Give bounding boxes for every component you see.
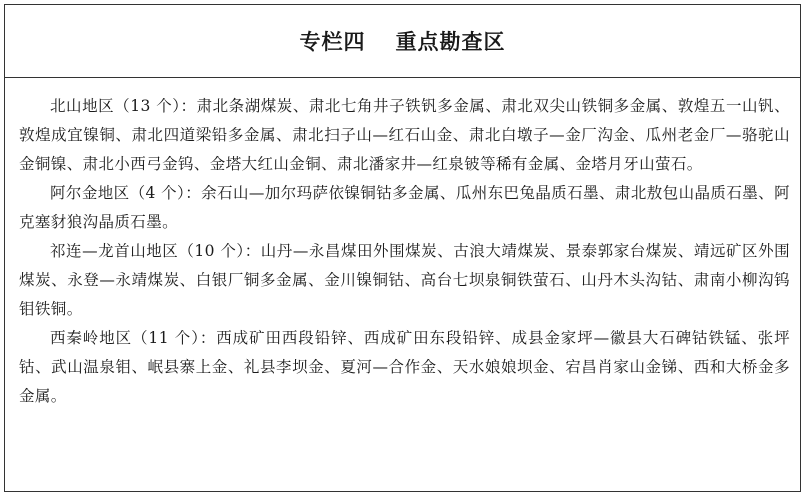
paragraph-beishan bbox=[19, 92, 790, 179]
feature-box bbox=[4, 4, 801, 492]
box-title bbox=[5, 5, 800, 78]
box-title-label: 专栏四 bbox=[299, 30, 366, 54]
region-name: 西秦岭地区 bbox=[50, 329, 133, 347]
box-content bbox=[5, 78, 800, 411]
region-sites: 西成矿田西段铅锌、西成矿田东段铅锌、成县金家坪—徽县大石碑钴铁锰、张坪钴、武山温泉钼、岷县寨上金、礼县李坝金、夏河—合作金、天水娘娘坝金、宕昌肖家山金锑、西和大桥金多金属。 bbox=[19, 329, 790, 405]
box-title-text: 重点勘查区 bbox=[395, 30, 506, 54]
region-count: （10 个）： bbox=[178, 242, 261, 260]
paragraph-xiqinling bbox=[19, 324, 790, 411]
region-sites: 山丹—永昌煤田外围煤炭、古浪大靖煤炭、景泰郭家台煤炭、靖远矿区外围煤炭、永登—永靖煤炭、白银厂铜多金属、金川镍铜钴、高台七坝泉铜铁萤石、山丹木头沟钴、肃南小柳沟钨钼铁铜。 bbox=[19, 242, 791, 318]
region-sites: 余石山—加尔玛萨依镍铜钴多金属、瓜州东巴兔晶质石墨、肃北敖包山晶质石墨、阿克塞豺狼沟晶质石墨。 bbox=[19, 184, 790, 231]
region-name: 阿尔金地区 bbox=[50, 184, 130, 202]
paragraph-aerjin bbox=[19, 179, 790, 237]
region-count: （4 个）： bbox=[129, 184, 202, 202]
region-count: （13 个）： bbox=[114, 97, 197, 115]
region-name: 北山地区 bbox=[50, 97, 115, 115]
region-count: （11 个）： bbox=[132, 329, 217, 347]
region-name: 祁连—龙首山地区 bbox=[50, 242, 179, 260]
paragraph-qilian bbox=[19, 237, 790, 324]
region-sites: 肃北条湖煤炭、肃北七角井子铁钒多金属、肃北双尖山铁铜多金属、敦煌五一山钒、敦煌成宜镍铜、肃北四道梁铅多金属、肃北扫子山—红石山金、肃北白墩子—金厂沟金、瓜州老金厂—骆驼山金铜镍、肃北小西弓金钨、金塔大红山金铜、肃北潘家井—红泉铍等稀有金属、金塔月牙山萤石。 bbox=[19, 97, 790, 173]
